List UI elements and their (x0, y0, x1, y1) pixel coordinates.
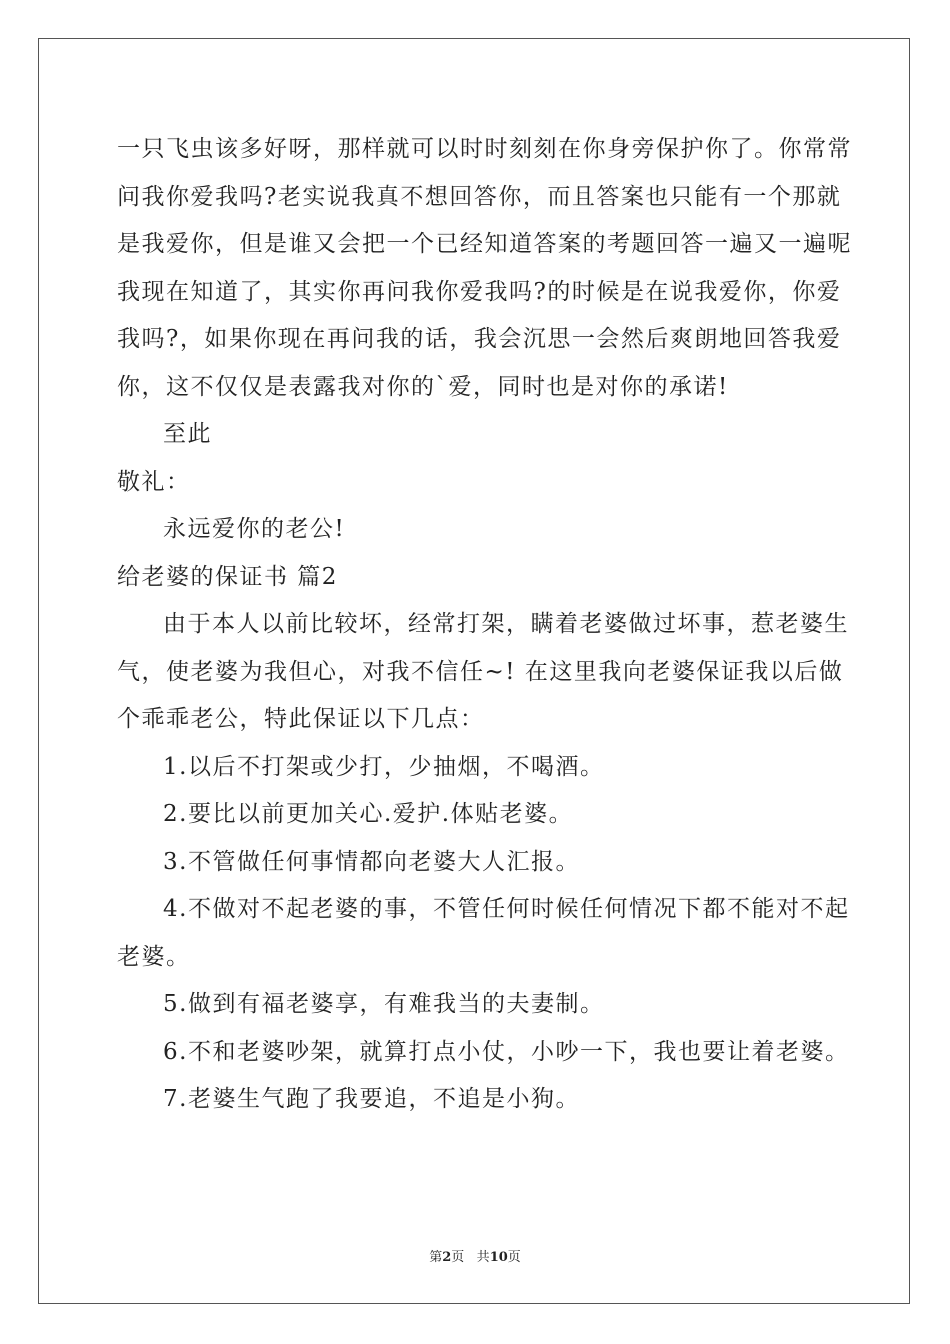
list-item: 5.做到有福老婆享，有难我当的夫妻制。 (163, 991, 605, 1017)
body-line: 是我爱你，但是谁又会把一个已经知道答案的考题回答一遍又一遍呢 (117, 231, 852, 257)
page-footer (0, 1246, 950, 1265)
list-item: 1.以后不打架或少打，少抽烟，不喝酒。 (163, 753, 605, 780)
body-line: 气，使老婆为我但心，对我不信任~! 在这里我向老婆保证我以后做 (117, 658, 844, 685)
list-item: 4.不做对不起老婆的事，不管任何时候任何情况下都不能对不起 (163, 896, 850, 922)
list-item: 3.不管做任何事情都向老婆大人汇报。 (163, 848, 580, 875)
list-item: 7.老婆生气跑了我要追，不追是小狗。 (163, 1086, 580, 1112)
body-line: 一只飞虫该多好呀，那样就可以时时刻刻在你身旁保护你了。你常常 (117, 136, 852, 162)
body-line: 个乖乖老公，特此保证以下几点： (117, 706, 485, 732)
footer-total-pages: 10 (489, 1250, 508, 1265)
salutation-line: 敬礼： (117, 468, 191, 495)
footer-page-number: 2 (442, 1250, 452, 1265)
list-item: 6.不和老婆吵架，就算打点小仗，小吵一下，我也要让着老婆。 (163, 1038, 850, 1065)
footer-total-suffix: 页 (507, 1250, 521, 1265)
body-line: 我现在知道了，其实你再问我你爱我吗?的时候是在说我爱你，你爱 (117, 278, 842, 305)
body-line: 由于本人以前比较坏，经常打架，瞒着老婆做过坏事，惹老婆生 (163, 611, 849, 637)
list-item-continuation: 老婆。 (117, 943, 191, 970)
body-line: 问我你爱我吗?老实说我真不想回答你，而且答案也只能有一个那就 (117, 183, 842, 210)
signature-line: 永远爱你的老公! (163, 516, 346, 542)
list-item: 2.要比以前更加关心.爱护.体贴老婆。 (163, 801, 574, 827)
footer-total-prefix: 共 (476, 1250, 490, 1265)
closing-line: 至此 (163, 421, 212, 447)
document-body (117, 126, 852, 1124)
footer-prefix: 第 (429, 1250, 443, 1265)
body-line: 你，这不仅仅是表露我对你的`爱，同时也是对你的承诺! (117, 373, 729, 400)
body-line: 我吗?，如果你现在再问我的话，我会沉思一会然后爽朗地回答我爱 (117, 326, 842, 352)
footer-page-suffix: 页 (451, 1250, 465, 1265)
section-heading: 给老婆的保证书 篇2 (117, 563, 338, 590)
